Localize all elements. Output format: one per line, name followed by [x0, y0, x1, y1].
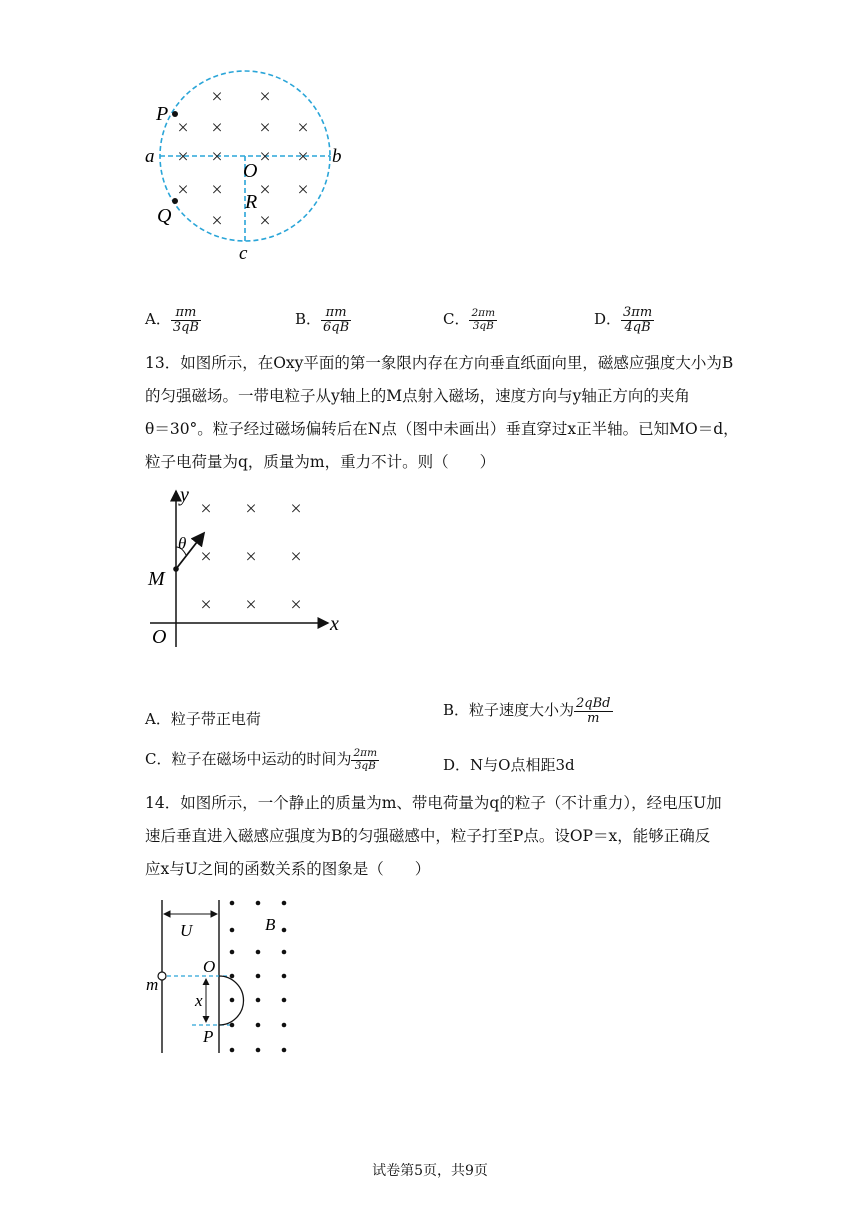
option-a-denominator: 3qB [172, 319, 199, 335]
q13-option-a: A．粒子带正电荷 [145, 710, 261, 728]
page-footer: 试卷第5页，共9页 [372, 1163, 488, 1179]
field-dot [282, 1048, 287, 1053]
field-dot [256, 998, 261, 1003]
q13-option-d: D．N与O点相距3d [443, 756, 575, 774]
field-cross: × [211, 86, 223, 108]
field-cross: × [200, 546, 212, 568]
q13-line-3: θ＝30°。粒子经过磁场偏转后在N点（图中未画出）垂直穿过x正半轴。已知MO＝d， [145, 420, 739, 438]
q13-figure [140, 485, 360, 655]
q12-option-d: D． $\frac{3\pi m}{4qB}$ [594, 305, 653, 335]
q14-figure [140, 895, 310, 1065]
point-p-dot [172, 111, 178, 117]
field-dot [230, 901, 235, 906]
label-p: P [156, 103, 169, 125]
field-dot [230, 1048, 235, 1053]
field-cross: × [211, 179, 223, 201]
field-dot [230, 974, 235, 979]
field-cross: × [259, 179, 271, 201]
label-b: B [265, 915, 276, 934]
label-y: y [180, 485, 189, 506]
field-dot [282, 998, 287, 1003]
label-q: Q [157, 205, 172, 227]
field-dot [256, 974, 261, 979]
field-dot [230, 1023, 235, 1028]
field-cross: × [177, 179, 189, 201]
q13-option-b: B．粒子速度大小为 $\frac{\text{2qBd}}{m}$ [443, 696, 611, 726]
label-a: a [145, 146, 155, 167]
field-cross: × [177, 146, 189, 168]
option-b-numerator: πm [325, 305, 347, 320]
option-d-denominator: 4qB [621, 320, 654, 335]
field-cross: × [211, 210, 223, 232]
label-x: x [195, 991, 203, 1010]
field-dot [230, 998, 235, 1003]
field-dot [282, 950, 287, 955]
label-x: x [330, 613, 339, 635]
option-c-numerator: 2πm [353, 747, 378, 760]
field-cross: × [290, 546, 302, 568]
field-crosses [177, 86, 308, 232]
field-cross: × [177, 117, 189, 139]
option-b-denominator: m [574, 711, 612, 726]
q12-option-c: C． $\frac{2\pi m}{3qB}$ [443, 307, 496, 332]
label-p: P [203, 1027, 214, 1046]
field-cross: × [259, 117, 271, 139]
field-cross: × [245, 594, 257, 616]
option-b-numerator: 2qBd [576, 696, 611, 711]
field-cross: × [245, 498, 257, 520]
label-m: M [148, 568, 165, 590]
field-dot [256, 1023, 261, 1028]
option-c-denominator: 3qB [351, 760, 379, 772]
field-cross: × [200, 594, 212, 616]
field-dots [230, 901, 287, 1053]
field-cross: × [245, 546, 257, 568]
point-q-dot [172, 198, 178, 204]
field-dot [230, 928, 235, 933]
field-dot [282, 901, 287, 906]
field-dot [230, 950, 235, 955]
field-crosses [200, 498, 301, 616]
field-cross: × [200, 498, 212, 520]
label-u: U [180, 921, 193, 940]
q12-figure [135, 60, 365, 270]
field-cross: × [211, 117, 223, 139]
option-c-denominator: 3qB [469, 320, 497, 332]
label-c: c [239, 243, 248, 264]
field-cross: × [259, 86, 271, 108]
particle-m [158, 972, 166, 980]
label-r: R [245, 191, 258, 213]
point-m-dot [173, 566, 179, 572]
field-dot [256, 1048, 261, 1053]
field-dot [256, 901, 261, 906]
q12-option-b: B． $\frac{\pi m}{6qB}$ [295, 305, 350, 335]
q13-line-1: 13．如图所示，在Oxy平面的第一象限内存在方向垂直纸面向里，磁感应强度大小为B [145, 354, 734, 372]
field-cross: × [290, 498, 302, 520]
label-o: O [243, 160, 258, 182]
q13-line-4: 粒子电荷量为q，质量为m，重力不计。则（ ） [145, 453, 496, 471]
option-c-numerator: 2πm [471, 307, 496, 320]
option-b-denominator: 6qB [323, 319, 350, 335]
label-o: O [152, 626, 167, 648]
q14-line-2: 速后垂直进入磁感应强度为B的匀强磁感中，粒子打至P点。设OP＝x，能够正确反 [145, 827, 711, 845]
field-dot [282, 928, 287, 933]
field-dot [282, 974, 287, 979]
field-cross: × [297, 146, 309, 168]
option-a-numerator: πm [175, 305, 197, 320]
field-cross: × [297, 179, 309, 201]
label-b: b [332, 146, 342, 167]
field-dot [256, 950, 261, 955]
field-cross: × [211, 146, 223, 168]
label-o: O [203, 957, 216, 976]
field-cross: × [259, 210, 271, 232]
field-cross: × [290, 594, 302, 616]
option-d-numerator: 3πm [623, 305, 653, 320]
q14-line-1: 14．如图所示，一个静止的质量为m、带电荷量为q的粒子（不计重力），经电压U加 [145, 794, 722, 812]
field-cross: × [297, 117, 309, 139]
label-theta: θ [178, 534, 187, 553]
q14-line-3: 应x与U之间的函数关系的图象是（ ） [145, 860, 431, 878]
label-m: m [146, 975, 159, 994]
q13-line-2: 的匀强磁场。一带电粒子从y轴上的M点射入磁场，速度方向与y轴正方向的夹角 [145, 387, 690, 405]
q13-option-c: C．粒子在磁场中运动的时间为 $\frac{2\pi m}{3qB}$ [145, 747, 378, 772]
q12-option-a: A． $\frac{\pi m}{3qB}$ [145, 305, 199, 335]
field-dot [282, 1023, 287, 1028]
field-cross: × [259, 146, 271, 168]
